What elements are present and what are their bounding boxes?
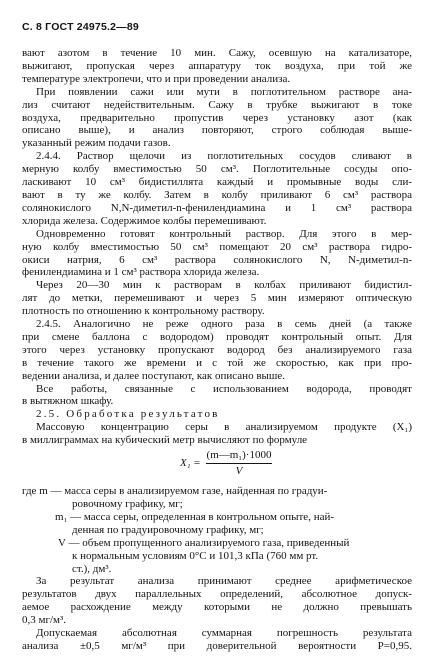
- text-line: солянокислого N,N-диметил-n-фенилендиамина и 1 см³ раствора: [22, 202, 412, 214]
- text-line: фенилендиамина и 1 см³ раствора хлорида железа.: [22, 266, 260, 278]
- text-line: указанный режим подачи газов.: [22, 137, 171, 149]
- concentration-formula: [180, 449, 300, 479]
- text-line: выжигают, пропуская через аппаратуру ток воздуха, при той же: [22, 60, 412, 72]
- fraction-bar: [206, 463, 272, 464]
- text-line: при смене баллона с водородом) проводят контрольный опыт. Для: [22, 331, 412, 343]
- text-line: Через 20—30 мин к растворам в колбах приливают бидистил-: [36, 279, 412, 291]
- text-line: этого через установку пропускают водород без анализируемого газа: [22, 344, 412, 356]
- text-line: 2.4.4. Раствор щелочи из поглотительных сосудов сливают в: [36, 150, 412, 162]
- page-header: С. 8 ГОСТ 24975.2—89: [22, 21, 139, 33]
- text-line: хлорида железа. Содержимое колбы перемешивают.: [22, 215, 267, 227]
- text-line: При появлении сажи или мути в поглотительном растворе ана-: [36, 86, 412, 98]
- text-line: окиси натрия, 6 см³ раствора солянокислого N, N-диметил-n-: [22, 254, 412, 266]
- text-line: описано выше), и анализ повторяют, строго соблюдая выше-: [22, 124, 412, 136]
- text-line: мерную колбу вместимостью 50 см³. Поглотительные сосуды опо-: [22, 163, 412, 175]
- text-line: Массовую концентрацию серы в анализируемом продукте (X₁): [36, 421, 412, 433]
- text-line: в течение такого же времени и с той же скоростью, как при про-: [22, 357, 412, 369]
- text-line: температуре электропечи, что и при проведении анализа.: [22, 73, 291, 85]
- formula-numerator: (m—m₁)·1000: [206, 449, 272, 461]
- text-line: ную колбу вместимостью 50 см³ помещают 20 см³ раствора гидро-: [22, 241, 412, 253]
- text-line: анализа ±0,5 мг/м³ при доверительной вероятности P=0,95.: [22, 640, 412, 652]
- text-line: ведении анализа, и далее поступают, как описано выше.: [22, 370, 286, 382]
- text-line: ровочному графику, мг;: [72, 498, 183, 510]
- formula-denominator: V: [235, 465, 243, 477]
- text-line: ласкивают 10 см³ бидистиллята каждый и промывные воды сли-: [22, 176, 412, 188]
- text-line: в вытяжном шкафу.: [22, 395, 114, 407]
- text-line: 2.5. Обработка результатов: [36, 408, 220, 420]
- text-line: вают азотом в течение 10 мин. Сажу, осевшую на катализаторе,: [22, 47, 412, 59]
- text-line: результатов двух параллельных определений, абсолютное допуск-: [22, 588, 412, 600]
- text-line: плотность по отношению к контрольному раствору.: [22, 305, 265, 317]
- text-line: V — объем пропущенного анализируемого газа, приведенный: [58, 537, 350, 549]
- text-line: m₁ — масса серы, определенная в контрольном опыте, най-: [55, 511, 335, 523]
- text-line: Все работы, связанные с использованием водорода, проводят: [36, 383, 412, 395]
- text-line: вают в ту же колбу. Затем в колбу приливают 6 см³ раствора: [22, 189, 412, 201]
- text-line: лят до метки, перемешивают и через 5 мин измеряют оптическую: [22, 292, 412, 304]
- formula-lhs: X₁ =: [180, 457, 201, 469]
- text-line: воздуха, предварительно пропустив через установку азот (как: [22, 112, 412, 124]
- text-line: Одновременно готовят контрольный раствор. Для этого в мер-: [36, 228, 412, 240]
- text-line: 0,3 мг/м³.: [22, 614, 67, 626]
- text-line: к нормальным условиям 0°С и 101,3 кПа (760 мм рт.: [72, 550, 319, 562]
- text-line: где m — масса серы в анализируемом газе, найденная по градуи-: [22, 485, 328, 497]
- text-line: в миллиграммах на кубический метр вычисляют по формуле: [22, 434, 308, 446]
- text-line: Допускаемая абсолютная суммарная погрешность результата: [36, 627, 412, 639]
- text-line: ст.), дм³.: [72, 563, 112, 575]
- text-line: 2.4.5. Аналогично не реже одного раза в семь дней (а также: [36, 318, 412, 330]
- text-line: За результат анализа принимают среднее арифметическое: [36, 575, 412, 587]
- text-line: денная по градуировочному графику, мг;: [72, 524, 264, 536]
- text-line: аемое расхождение между которыми не должно превышать: [22, 601, 412, 613]
- text-line: лиз считают недействительным. Сажу в трубке выжигают в токе: [22, 99, 412, 111]
